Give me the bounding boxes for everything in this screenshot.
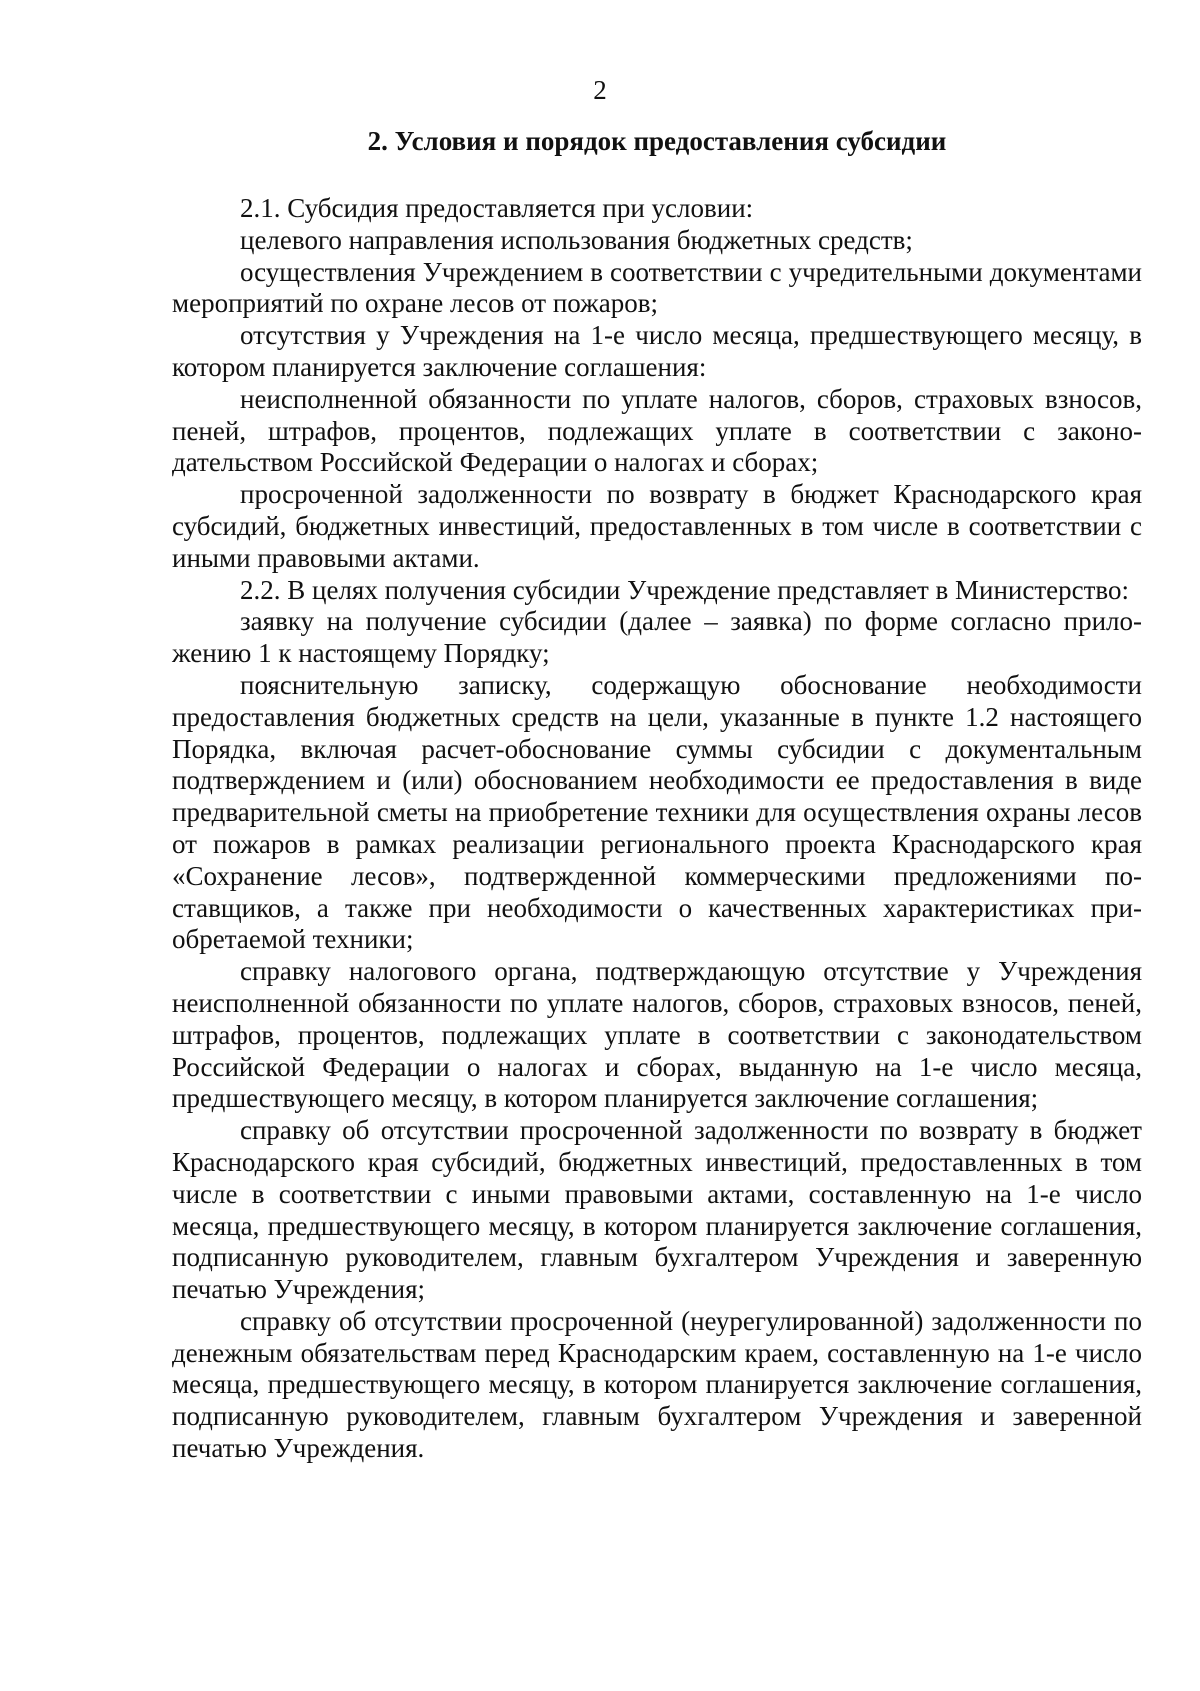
paragraph-condition-fire-protection: осуществления Учреждением в соответствии с учредительными документами мероприятий по охране лесов от пожаров; [172,256,1142,319]
paragraph-doc-debt-certificate: справку об отсутствии просроченной задолженности по возврату в бюджет Краснодарского края субсидий, бюджетных инвестиций, предоставленных в том числе в соответствии с иными правовыми актами, составленную на 1-е число месяца, предшествующего месяцу, в котором планируется заключение соглашения, подписанную руководителем, главным бухгалтером Учреждения и заверенную печатью Учреждения; [172,1115,1142,1305]
paragraph-doc-explanatory-note: пояснительную записку, содержащую обоснование необходимости предоставления бюджетных средств на цели, указанные в пункте 1.2 настоящего Порядка, включая расчет-обоснование суммы субсидии с документальным подтверждением и (или) обоснованием необходимости ее предоставления в виде предварительной сметы на приобретение техники для осуществления охраны лесов от пожаров в рамках реализации регионального проекта Краснодарского края «Сохранение лесов», подтвержденной коммерческими предложениями поставщиков, а также при необходимости о качественных характеристиках приобретаемой техники; [172,669,1142,955]
page-number: 2 [593,75,607,105]
paragraph-2-2-intro: 2.2. В целях получения субсидии Учреждение представляет в Министерство: [240,574,1129,605]
document-body [172,193,1142,1465]
paragraph-condition-target-use: целевого направления использования бюджетных средств; [240,224,913,255]
paragraph-doc-obligations-certificate: справку об отсутствии просроченной (неурегулированной) задолженности по денежным обязательствам перед Краснодарским краем, составленную на 1-е число месяца, предшествующего месяцу, в котором планируется заключение соглашения, подписанную руководителем, главным бухгалтером Учреждения и заверенной печатью Учреждения. [172,1305,1142,1464]
paragraph-condition-overdue-debt: просроченной задолженности по возврату в бюджет Краснодарского края субсидий, бюджетных инвестиций, предоставленных в том числе в соответствии с иными правовыми актами. [172,479,1142,573]
section-title: 2. Условия и порядок предоставления субсидии [367,126,947,156]
paragraph-condition-absence: отсутствия у Учреждения на 1-е число месяца, предшествующего месяцу, в котором планируется заключение соглашения: [172,320,1142,382]
paragraph-2-1-intro: 2.1. Субсидия предоставляется при условии: [240,193,754,223]
paragraph-doc-tax-certificate: справку налогового органа, подтверждающую отсутствие у Учреждения неисполненной обязанности по уплате налогов, сборов, страховых взносов, пеней, штрафов, процентов, подлежащих уплате в соответствии с законодательством Российской Федерации о налогах и сборах, выданную на 1-е число месяца, предшествующего месяцу, в котором планируется заключение соглашения; [172,956,1142,1114]
paragraph-doc-application: заявку на получение субсидии (далее – заявка) по форме согласно приложению 1 к настоящему Порядку; [172,606,1142,669]
paragraph-condition-tax-obligations: неисполненной обязанности по уплате налогов, сборов, страховых взносов, пеней, штрафов, процентов, подлежащих уплате в соответствии с законодательством Российской Федерации о налогах и сборах; [172,383,1142,478]
